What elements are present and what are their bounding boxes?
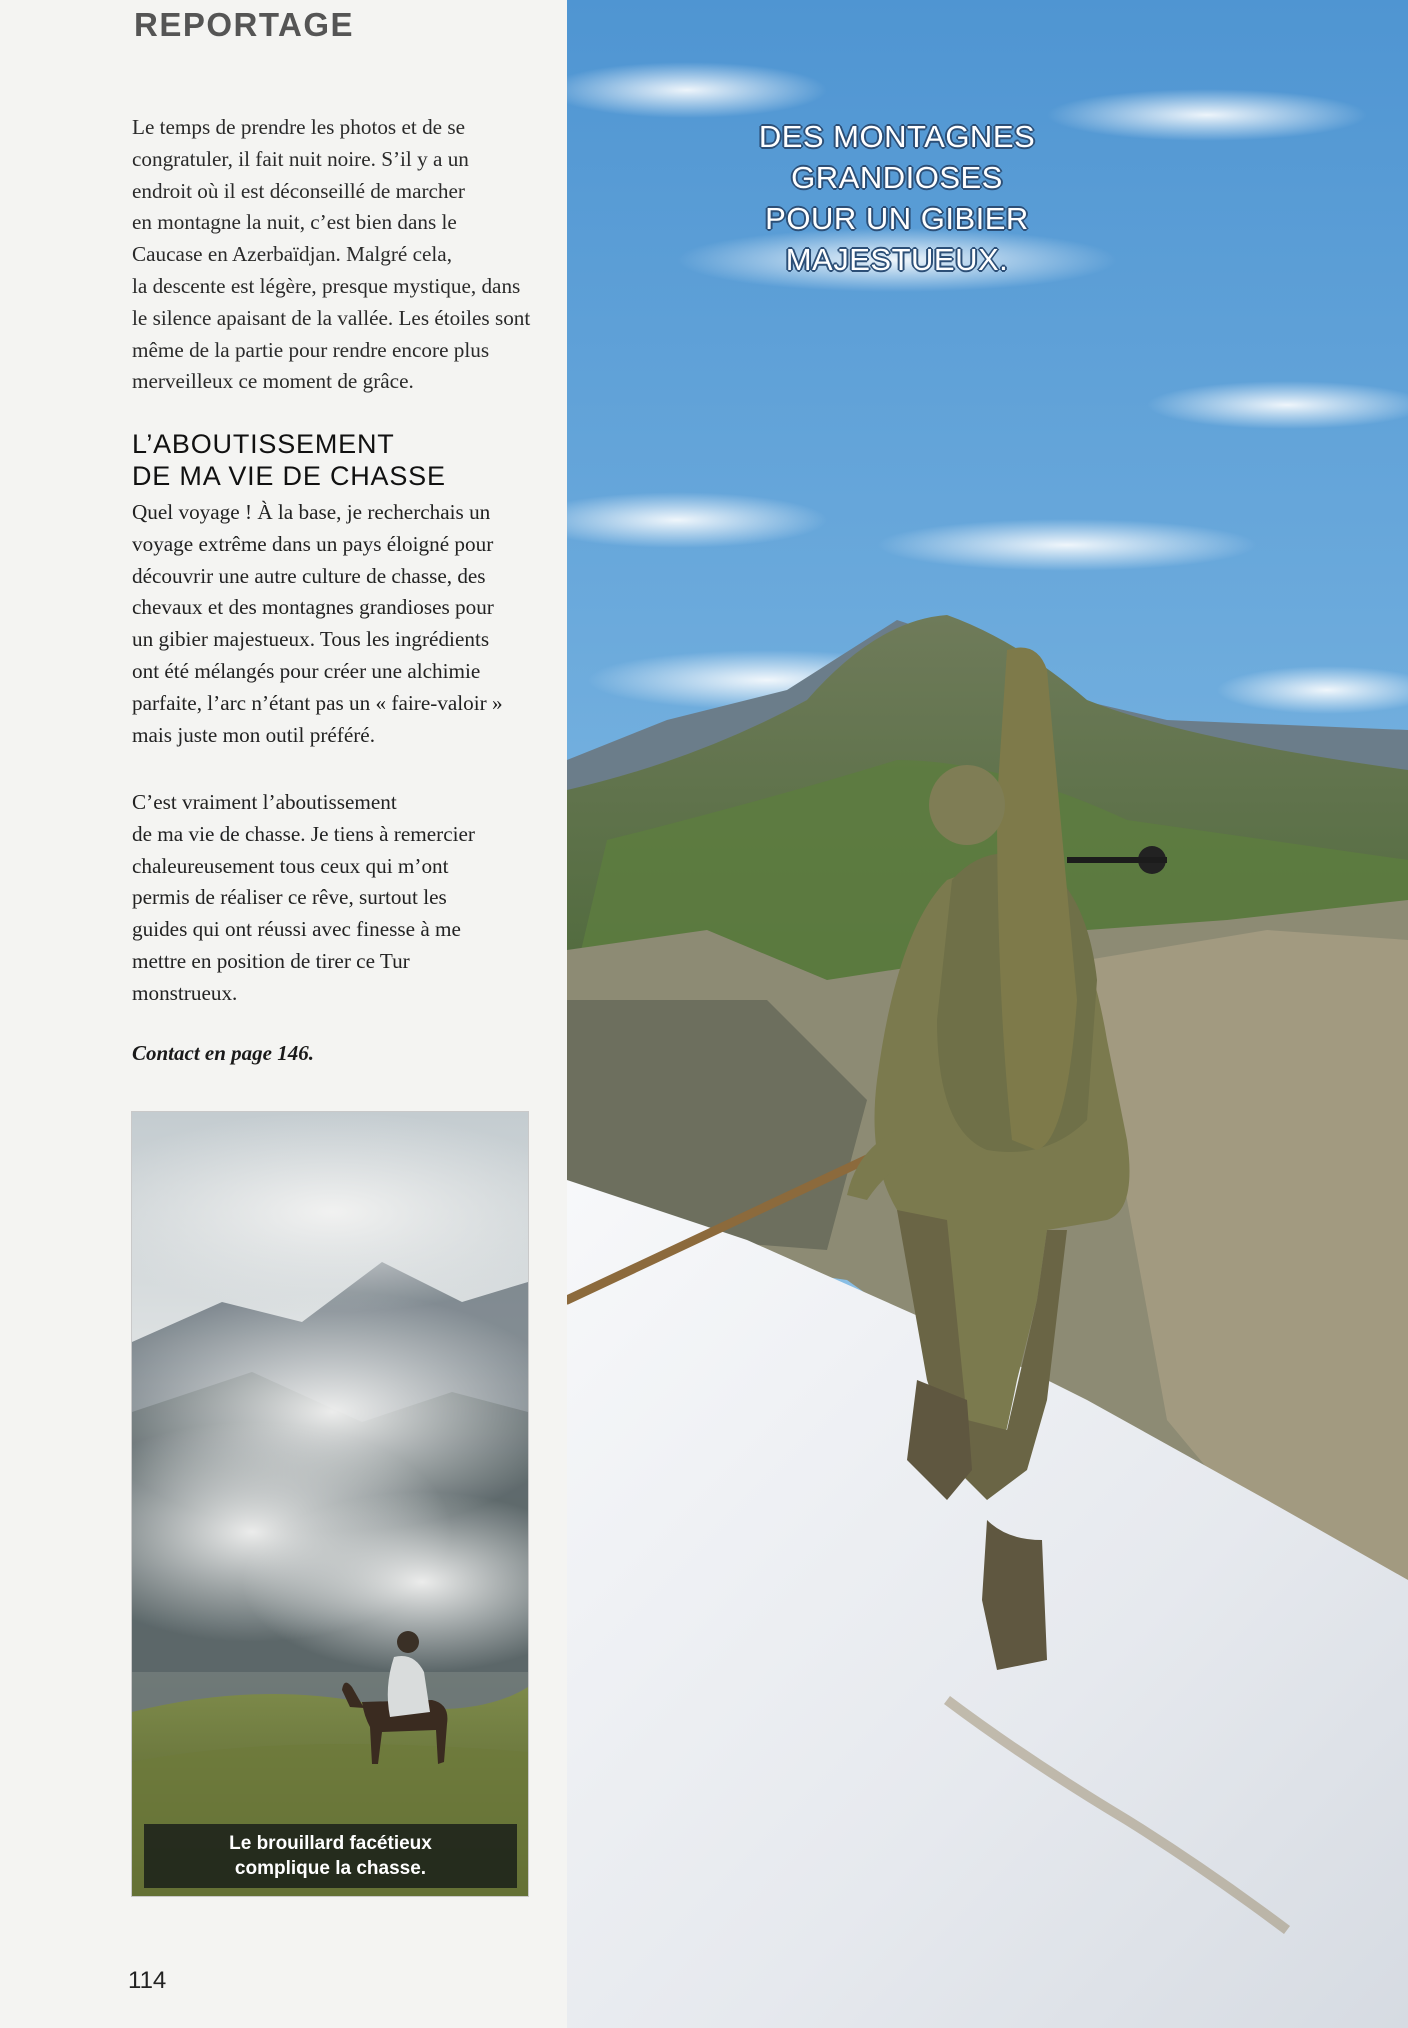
inset-caption: Le brouillard facétieux complique la chasse. <box>144 1824 517 1888</box>
hero-photo <box>567 0 1408 2028</box>
body-text-1: Quel voyage ! À la base, je recherchais un voyage extrême dans un pays éloigné pour découvrir une autre culture de chasse, des chevaux et des montagnes grandioses pour un gibier majestueux. Tous les ingrédients ont été mélangés pour créer une alchimie parfaite, l’arc n’étant pas un « faire-valoir » mais juste mon outil préféré. <box>132 500 503 747</box>
hero-headline: DES MONTAGNES GRANDIOSES POUR UN GIBIER MAJESTUEUX. <box>758 119 1036 277</box>
contact-note: Contact en page 146. <box>132 1041 314 1065</box>
section-label: REPORTAGE <box>134 6 355 43</box>
body-text-2: C’est vraiment l’aboutissement de ma vie de chasse. Je tiens à remercier chaleureusement tous ceux qui m’ont permis de réaliser ce rêve, surtout les guides qui ont réussi avec finesse à me mettre en position de tirer ce Tur monstrueux. <box>132 790 475 1005</box>
hunter-mountain-image <box>567 0 1408 2028</box>
fog-horse-image <box>132 1112 528 1896</box>
intro-paragraph <box>132 112 538 398</box>
section-heading: L’ABOUTISSEMENT DE MA VIE DE CHASSE <box>132 429 446 491</box>
intro-text: Le temps de prendre les photos et de se congratuler, il fait nuit noire. S’il y a un endroit où il est déconseillé de marcher en montagne la nuit, c’est bien dans le Caucase en Azerbaïdjan. Malgré cela, la descente est légère, presque mystique, dans le silence apaisant de la vallée. Les étoiles sont même de la partie pour rendre encore plus merveilleux ce moment de grâce. <box>132 115 531 394</box>
inset-photo <box>132 1112 528 1896</box>
body-paragraph-2 <box>132 787 538 1010</box>
page-number: 114 <box>128 1967 167 1994</box>
body-paragraph-1 <box>132 497 538 751</box>
